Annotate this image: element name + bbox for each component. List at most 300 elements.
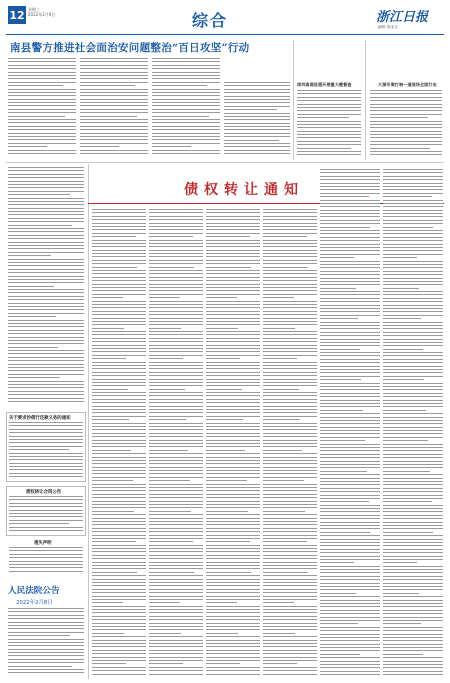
text-line xyxy=(8,649,84,650)
text-line xyxy=(370,137,442,138)
text-line xyxy=(8,198,84,199)
text-line xyxy=(320,189,380,190)
text-line xyxy=(383,267,443,268)
text-line xyxy=(206,531,260,532)
text-line xyxy=(92,616,146,617)
text-line xyxy=(206,328,238,329)
text-line xyxy=(92,473,146,474)
text-line xyxy=(383,417,443,418)
text-line xyxy=(224,119,290,120)
text-line xyxy=(263,541,307,542)
text-line xyxy=(383,284,443,285)
text-line xyxy=(383,281,443,282)
text-line xyxy=(152,126,220,127)
text-line xyxy=(383,237,443,238)
text-line xyxy=(383,661,443,662)
text-line xyxy=(263,663,297,664)
text-line xyxy=(149,518,203,519)
text-line xyxy=(149,233,203,234)
text-line xyxy=(8,150,76,151)
text-line xyxy=(92,392,146,393)
text-line xyxy=(320,220,380,221)
text-line xyxy=(149,541,193,542)
text-line xyxy=(263,341,317,342)
text-line xyxy=(206,338,260,339)
text-line xyxy=(206,643,260,644)
text-line xyxy=(8,353,84,354)
text-line xyxy=(149,331,203,332)
text-line xyxy=(8,68,76,69)
text-line xyxy=(224,150,290,151)
text-line xyxy=(320,227,370,228)
page-header xyxy=(6,4,444,38)
text-line xyxy=(383,179,443,180)
text-line xyxy=(8,136,76,137)
text-line xyxy=(206,246,260,247)
text-line xyxy=(92,477,146,478)
text-line xyxy=(320,600,380,601)
text-line xyxy=(320,413,380,414)
text-line xyxy=(149,460,203,461)
text-line xyxy=(8,208,84,209)
text-line xyxy=(149,440,203,441)
text-line xyxy=(320,552,380,553)
text-line xyxy=(206,429,260,430)
text-line xyxy=(92,389,128,390)
text-line xyxy=(206,450,245,451)
text-line xyxy=(149,409,203,410)
text-line xyxy=(206,460,260,461)
text-line xyxy=(9,510,83,511)
text-line xyxy=(370,114,442,115)
text-line xyxy=(92,640,146,641)
text-line xyxy=(383,349,423,350)
text-line xyxy=(383,278,443,279)
text-line xyxy=(152,89,220,90)
text-line xyxy=(263,596,317,597)
text-line xyxy=(224,116,290,117)
text-line xyxy=(206,399,260,400)
notice-box-title: 债权转让合同公告 xyxy=(26,490,62,495)
text-line xyxy=(149,551,203,552)
text-line xyxy=(263,446,317,447)
text-line xyxy=(206,555,260,556)
text-line xyxy=(149,236,193,237)
text-line xyxy=(383,240,443,241)
text-line xyxy=(383,606,443,607)
text-line xyxy=(383,396,443,397)
text-line xyxy=(297,100,361,101)
text-line xyxy=(206,477,260,478)
text-line xyxy=(80,61,148,62)
text-line xyxy=(149,341,203,342)
text-line xyxy=(383,522,443,523)
text-line xyxy=(8,306,84,307)
text-line xyxy=(383,572,443,573)
text-line xyxy=(383,627,443,628)
text-line xyxy=(383,362,443,363)
text-line xyxy=(383,488,443,489)
text-line xyxy=(224,106,290,107)
text-line xyxy=(320,576,380,577)
text-line xyxy=(320,328,380,329)
text-line xyxy=(92,545,146,546)
text-line xyxy=(224,133,290,134)
text-line xyxy=(92,253,146,254)
text-line xyxy=(149,650,203,651)
notice-text-left-4 xyxy=(9,547,83,577)
text-line xyxy=(263,602,294,603)
text-line xyxy=(224,123,290,124)
text-line xyxy=(92,240,146,241)
text-line xyxy=(92,575,146,576)
text-line xyxy=(320,332,380,333)
text-line xyxy=(263,467,317,468)
text-line xyxy=(92,514,146,515)
text-line xyxy=(8,181,84,182)
text-line xyxy=(149,318,203,319)
text-line xyxy=(263,395,317,396)
text-line xyxy=(263,463,317,464)
text-line xyxy=(320,230,380,231)
text-line xyxy=(263,653,317,654)
text-line xyxy=(320,362,380,363)
text-line xyxy=(8,625,84,626)
text-line xyxy=(9,554,83,555)
text-line xyxy=(149,480,190,481)
text-line xyxy=(297,137,361,138)
text-line xyxy=(92,416,146,417)
text-line xyxy=(9,453,83,454)
text-line xyxy=(92,406,146,407)
column-divider xyxy=(293,40,294,160)
text-line xyxy=(383,501,432,502)
text-line xyxy=(149,511,191,512)
text-line xyxy=(80,126,148,127)
text-line xyxy=(263,307,317,308)
text-line xyxy=(320,420,380,421)
text-line xyxy=(92,497,146,498)
text-line xyxy=(206,565,260,566)
text-line xyxy=(80,95,148,96)
text-line xyxy=(92,538,146,539)
text-line xyxy=(206,629,260,630)
text-line xyxy=(8,672,84,673)
text-line xyxy=(263,365,317,366)
text-line xyxy=(224,82,290,83)
text-line xyxy=(9,456,83,457)
text-line xyxy=(297,107,361,108)
text-line xyxy=(149,629,203,630)
text-line xyxy=(149,596,203,597)
text-line xyxy=(383,193,443,194)
text-line xyxy=(263,612,317,613)
text-line xyxy=(383,447,443,448)
text-line xyxy=(149,290,203,291)
text-line xyxy=(320,379,361,380)
text-line xyxy=(320,257,354,258)
text-line xyxy=(383,298,443,299)
text-line xyxy=(320,427,380,428)
text-line xyxy=(206,548,260,549)
text-line xyxy=(8,228,84,229)
text-line xyxy=(320,515,380,516)
text-line xyxy=(383,654,423,655)
text-line xyxy=(8,95,76,96)
text-line xyxy=(383,457,443,458)
text-line xyxy=(206,301,260,302)
text-line xyxy=(80,78,148,79)
column-divider xyxy=(365,40,366,160)
text-line xyxy=(206,541,250,542)
text-line xyxy=(149,256,203,257)
text-line xyxy=(263,524,317,525)
text-line xyxy=(152,150,220,151)
notice-column-f xyxy=(383,169,443,679)
text-line xyxy=(263,304,317,305)
text-line xyxy=(149,565,203,566)
text-line xyxy=(320,206,380,207)
top-headline: 南县警方推进社会面治安问题整治“百日攻坚”行动 xyxy=(10,42,250,54)
text-line xyxy=(149,375,203,376)
text-line xyxy=(92,596,146,597)
text-line xyxy=(206,518,260,519)
text-line xyxy=(320,569,380,570)
text-line xyxy=(8,326,84,327)
text-line xyxy=(297,97,361,98)
text-line xyxy=(383,640,443,641)
text-line xyxy=(206,457,260,458)
text-line xyxy=(224,96,290,97)
text-line xyxy=(92,345,146,346)
text-line xyxy=(8,296,84,297)
text-line xyxy=(263,490,317,491)
text-line xyxy=(320,352,380,353)
text-line xyxy=(206,334,260,335)
text-line xyxy=(320,654,360,655)
text-line xyxy=(263,660,317,661)
text-line xyxy=(8,381,84,382)
text-line xyxy=(320,667,380,668)
text-line xyxy=(92,494,146,495)
text-line xyxy=(80,143,148,144)
text-line xyxy=(263,263,317,264)
text-line xyxy=(149,582,203,583)
text-line xyxy=(320,525,380,526)
text-line xyxy=(383,478,443,479)
text-line xyxy=(383,613,443,614)
text-line xyxy=(297,104,361,105)
text-line xyxy=(383,366,443,367)
text-line xyxy=(320,596,380,597)
text-line xyxy=(149,362,203,363)
text-line xyxy=(263,646,317,647)
text-line xyxy=(149,314,203,315)
text-line xyxy=(149,470,203,471)
text-line xyxy=(383,376,443,377)
text-line xyxy=(80,75,148,76)
text-line xyxy=(370,144,442,145)
text-line xyxy=(152,72,220,73)
text-line xyxy=(206,501,260,502)
text-line xyxy=(206,646,260,647)
text-line xyxy=(8,174,84,175)
text-line xyxy=(92,663,126,664)
text-line xyxy=(9,442,83,443)
text-line xyxy=(92,379,146,380)
text-line xyxy=(80,99,148,100)
text-line xyxy=(9,496,83,497)
text-line xyxy=(383,247,443,248)
text-line xyxy=(383,444,443,445)
text-line xyxy=(9,446,83,447)
text-line xyxy=(206,674,260,675)
text-line xyxy=(149,253,203,254)
text-line xyxy=(206,409,260,410)
text-line xyxy=(92,351,146,352)
text-line xyxy=(320,400,380,401)
text-line xyxy=(263,640,317,641)
text-line xyxy=(92,589,146,590)
text-line xyxy=(80,116,137,117)
text-line xyxy=(383,671,443,672)
text-line xyxy=(8,367,84,368)
text-line xyxy=(206,575,260,576)
text-line xyxy=(297,90,361,91)
text-line xyxy=(206,263,260,264)
text-line xyxy=(263,589,317,590)
text-line xyxy=(263,419,300,420)
text-line xyxy=(92,446,146,447)
text-line xyxy=(320,308,380,309)
text-line xyxy=(263,480,304,481)
text-line xyxy=(8,167,84,168)
text-line xyxy=(383,430,443,431)
text-line xyxy=(9,432,83,433)
text-line xyxy=(370,121,442,122)
section-name: 综合 xyxy=(192,11,229,30)
text-line xyxy=(149,328,181,329)
text-line xyxy=(297,110,361,111)
text-line xyxy=(263,240,317,241)
text-line xyxy=(224,113,290,114)
text-line xyxy=(92,229,146,230)
text-line xyxy=(383,484,443,485)
text-line xyxy=(8,242,84,243)
text-line xyxy=(149,223,203,224)
text-line xyxy=(206,250,260,251)
text-line xyxy=(263,399,317,400)
text-line xyxy=(92,531,146,532)
text-line xyxy=(263,494,317,495)
text-line xyxy=(206,602,237,603)
text-line xyxy=(383,474,443,475)
text-line xyxy=(383,545,443,546)
text-line xyxy=(383,274,443,275)
text-line xyxy=(149,545,203,546)
text-line xyxy=(8,655,84,656)
text-line xyxy=(383,552,443,553)
text-line xyxy=(149,558,203,559)
text-line xyxy=(320,240,380,241)
text-line xyxy=(383,579,443,580)
text-line xyxy=(9,513,83,514)
text-line xyxy=(263,477,317,478)
text-line xyxy=(9,561,83,562)
text-line xyxy=(263,246,317,247)
text-line xyxy=(383,667,443,668)
text-line xyxy=(8,245,84,246)
text-line xyxy=(383,359,443,360)
text-line xyxy=(263,443,317,444)
text-line xyxy=(320,216,380,217)
text-line xyxy=(263,223,317,224)
text-line xyxy=(80,92,148,93)
text-line xyxy=(263,368,317,369)
text-line xyxy=(320,366,380,367)
text-line xyxy=(92,609,146,610)
text-line xyxy=(206,636,260,637)
text-line xyxy=(149,280,203,281)
text-line xyxy=(297,144,361,145)
text-line xyxy=(152,112,220,113)
text-line xyxy=(8,225,72,226)
text-line xyxy=(297,121,361,122)
text-line xyxy=(383,549,443,550)
text-line xyxy=(8,78,76,79)
text-line xyxy=(263,297,294,298)
text-line xyxy=(263,351,317,352)
text-line xyxy=(92,565,146,566)
text-line xyxy=(92,568,146,569)
text-line xyxy=(320,586,380,587)
text-line xyxy=(383,610,443,611)
text-line xyxy=(8,337,84,338)
text-line xyxy=(92,606,146,607)
text-line xyxy=(320,474,380,475)
text-line xyxy=(383,210,443,211)
text-line xyxy=(152,133,220,134)
text-line xyxy=(320,593,356,594)
text-line xyxy=(383,264,443,265)
text-line xyxy=(297,114,361,115)
text-line xyxy=(8,282,84,283)
text-line xyxy=(383,406,443,407)
text-line xyxy=(383,400,443,401)
text-line xyxy=(92,243,146,244)
text-line xyxy=(149,619,203,620)
text-line xyxy=(383,200,443,201)
text-line xyxy=(206,568,260,569)
text-line xyxy=(149,446,203,447)
text-line xyxy=(8,65,76,66)
text-line xyxy=(320,617,380,618)
text-line xyxy=(8,109,76,110)
text-line xyxy=(80,109,148,110)
text-line xyxy=(9,476,83,477)
text-line xyxy=(8,309,84,310)
text-line xyxy=(320,501,369,502)
text-line xyxy=(8,370,84,371)
text-line xyxy=(320,556,380,557)
text-line xyxy=(92,501,146,502)
text-line xyxy=(92,318,146,319)
text-line xyxy=(206,382,260,383)
text-line xyxy=(383,593,419,594)
text-line xyxy=(92,382,146,383)
text-line xyxy=(263,518,317,519)
text-line xyxy=(320,322,380,323)
